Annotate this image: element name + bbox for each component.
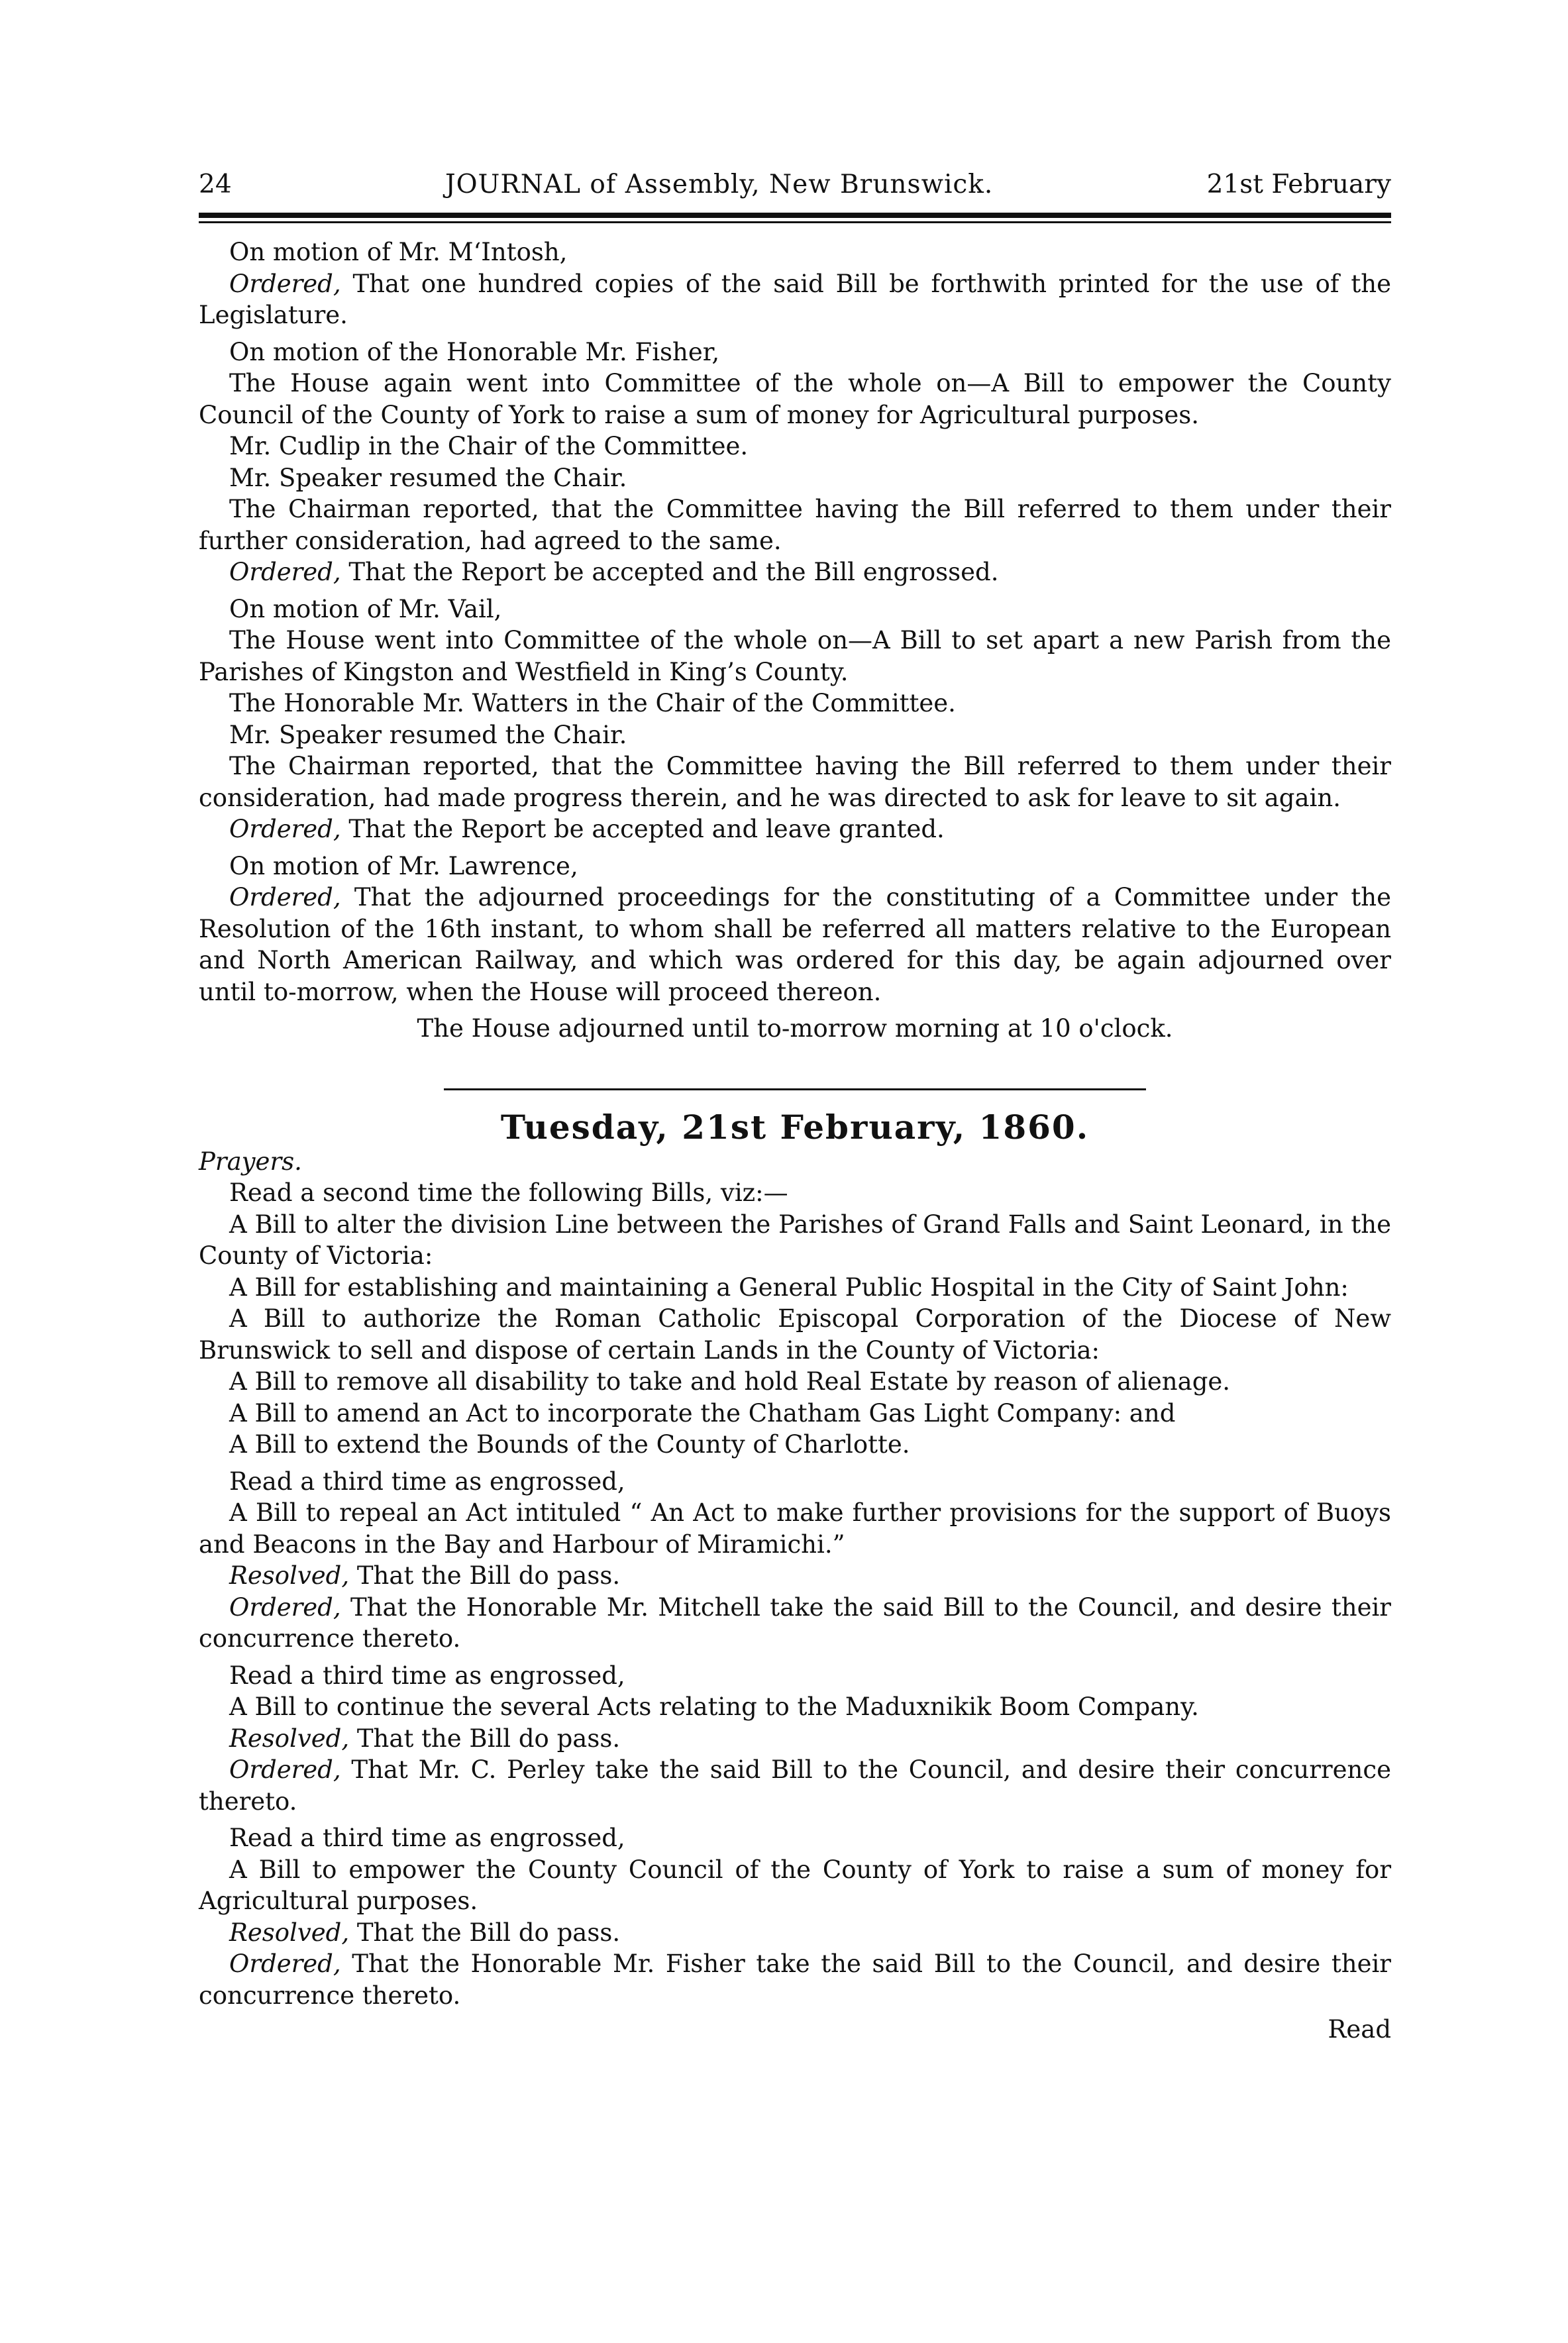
header-date: 21st February [1206, 170, 1391, 199]
paragraph: Read a third time as engrossed, [229, 1467, 625, 1496]
paragraph: A Bill for establishing and maintaining a General Public Hospital in the City of Saint John: [229, 1273, 1349, 1302]
paragraph: Resolved, That the Bill do pass. [229, 1561, 621, 1590]
paragraph: Ordered, That the Honorable Mr. Fisher take the said Bill to the Council, and desire their concurrence thereto. [199, 1950, 1391, 2010]
section-21st [199, 1146, 1391, 2046]
paragraph: A Bill to extend the Bounds of the County of Charlotte. [229, 1430, 910, 1459]
paragraph: Read a second time the following Bills, viz:— [229, 1178, 788, 1207]
paragraph: A Bill to empower the County Council of the County of York to raise a sum of money for Agricultural purposes. [199, 1855, 1391, 1915]
paragraph: Ordered, That one hundred copies of the said Bill be forthwith printed for the use of the Legislature. [199, 269, 1391, 329]
paragraph: A Bill to alter the division Line between the Parishes of Grand Falls and Saint Leonard, in the County of Victoria: [199, 1210, 1391, 1270]
paragraph: Ordered, That the adjourned proceedings for the constituting of a Committee under the Resolution of the 16th instant, to whom shall be referred all matters relative to the European and North American Railway, and which was ordered for this day, be again adjourned over until to-morrow, when the House will proceed thereon. [199, 883, 1391, 1006]
paragraph: The Chairman reported, that the Committee having the Bill referred to them under their further consideration, had agreed to the same. [199, 495, 1391, 555]
paragraph: The House again went into Committee of the whole on—A Bill to empower the County Council of the County of York to raise a sum of money for Agricultural purposes. [199, 369, 1391, 429]
paragraph: A Bill to continue the several Acts relating to the Maduxnikik Boom Company. [229, 1692, 1199, 1721]
paragraph: Ordered, That the Report be accepted and leave granted. [229, 815, 945, 843]
paragraph: A Bill to repeal an Act intituled “ An Act to make further provisions for the support of Buoys and Beacons in the Bay and Harbour of Miramichi.” [199, 1498, 1391, 1559]
paragraph: The Chairman reported, that the Committee having the Bill referred to them under their consideration, had made progress therein, and he was directed to ask for leave to sit again. [199, 752, 1391, 812]
paragraph: On motion of the Honorable Mr. Fisher, [229, 337, 720, 366]
paragraph: A Bill to amend an Act to incorporate the Chatham Gas Light Company: and [229, 1398, 1176, 1428]
paragraph: Resolved, That the Bill do pass. [229, 1918, 621, 1947]
paragraph: Ordered, That the Honorable Mr. Mitchell take the said Bill to the Council, and desire their concurrence thereto. [199, 1592, 1391, 1653]
paragraph: The Honorable Mr. Watters in the Chair of the Committee. [229, 689, 956, 717]
paragraph: The House went into Committee of the whole on—A Bill to set apart a new Parish from the Parishes of Kingston and Westfield in King’s County. [199, 626, 1391, 686]
catchword: Read [1328, 2015, 1391, 2044]
page-number: 24 [199, 170, 232, 199]
header-rule [199, 213, 1391, 223]
paragraph: Read a third time as engrossed, [229, 1661, 625, 1690]
adjournment-line: The House adjourned until to-morrow morning at 10 o'clock. [417, 1014, 1173, 1043]
paragraph: Mr. Speaker resumed the Chair. [229, 720, 627, 749]
journal-page [199, 169, 1391, 2070]
prayers-label: Prayers. [199, 1147, 302, 1176]
paragraph: On motion of Mr. Lawrence, [229, 851, 578, 880]
journal-title: JOURNAL of Assembly, New Brunswick. [444, 170, 994, 199]
paragraph: On motion of Mr. M‘Intosh, [229, 238, 568, 266]
running-head [199, 169, 1391, 209]
paragraph: Resolved, That the Bill do pass. [229, 1724, 621, 1753]
section-divider [444, 1088, 1146, 1090]
paragraph: Mr. Cudlip in the Chair of the Committee. [229, 432, 749, 460]
day-heading: Tuesday, 21st February, 1860. [500, 1107, 1090, 1147]
paragraph: A Bill to remove all disability to take and hold Real Estate by reason of alienage. [229, 1367, 1231, 1396]
paragraph: On motion of Mr. Vail, [229, 594, 502, 623]
paragraph: Ordered, That Mr. C. Perley take the said Bill to the Council, and desire their concurrence thereto. [199, 1755, 1391, 1816]
paragraph: Read a third time as engrossed, [229, 1824, 625, 1852]
paragraph: A Bill to authorize the Roman Catholic Episcopal Corporation of the Diocese of New Brunswick to sell and dispose of certain Lands in the County of Victoria: [199, 1304, 1391, 1365]
paragraph: Mr. Speaker resumed the Chair. [229, 463, 627, 492]
paragraph: Ordered, That the Report be accepted and the Bill engrossed. [229, 558, 999, 586]
section-20th-continued [199, 236, 1391, 1045]
